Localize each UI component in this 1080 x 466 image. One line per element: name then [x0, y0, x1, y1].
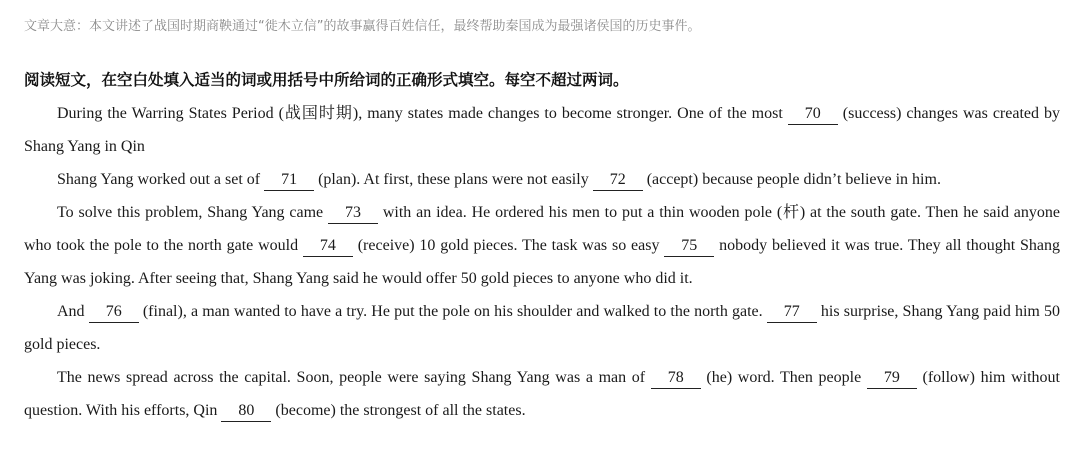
article-summary: 文章大意：本文讲述了战国时期商鞅通过“徙木立信”的故事赢得百姓信任，最终帮助秦国成为最强诸侯国的历史事件。	[24, 19, 701, 34]
passage-text: And	[57, 303, 89, 320]
passage-text: (he) word. Then people	[700, 369, 867, 386]
passage-text: To solve this problem, Shang Yang came	[57, 204, 328, 221]
passage-text: with an idea. He ordered his men to put a thin wooden pole (杆) at the south gate. Then he said anyone who took the pole to the north gate would	[24, 204, 1061, 254]
passage-text: (final), a man wanted to have a try. He put the pole on his shoulder and walked to the north gate.	[138, 303, 767, 320]
passage-paragraph	[24, 361, 1060, 427]
blank-77[interactable]: 77	[767, 302, 817, 323]
passage-paragraph	[24, 163, 1060, 196]
passage-text: During the Warring States Period (战国时期), many states made changes to become stronger. One of the most	[57, 105, 788, 122]
passage-text: (accept) because people didn’t believe in him.	[642, 171, 941, 188]
blank-78[interactable]: 78	[651, 368, 701, 389]
passage-paragraph	[24, 295, 1060, 361]
passage-text: (follow) him without question. With his efforts, Qin	[24, 369, 1061, 419]
blank-75[interactable]: 75	[664, 236, 714, 257]
passage	[24, 97, 1060, 427]
passage-text: Shang Yang worked out a set of	[57, 171, 265, 188]
passage-text: (success) changes was created by Shang Yang in Qin	[24, 105, 1060, 155]
passage-text: (plan). At first, these plans were not easily	[314, 171, 593, 188]
blank-72[interactable]: 72	[593, 170, 643, 191]
blank-80[interactable]: 80	[221, 401, 271, 422]
passage-paragraph	[24, 97, 1060, 163]
passage-text: nobody believed it was true. They all thought Shang Yang was joking. After seeing that, Shang Yang said he would offer 50 gold pieces to anyone who did it.	[24, 237, 1061, 287]
passage-text: The news spread across the capital. Soon, people were saying Shang Yang was a man of	[57, 369, 651, 386]
passage-paragraph	[24, 196, 1060, 295]
passage-text: (receive) 10 gold pieces. The task was so easy	[352, 237, 665, 254]
blank-70[interactable]: 70	[788, 104, 838, 125]
blank-76[interactable]: 76	[89, 302, 139, 323]
exercise-instruction: 阅读短文，在空白处填入适当的词或用括号中所给词的正确形式填空。每空不超过两词。	[24, 71, 629, 89]
blank-74[interactable]: 74	[303, 236, 353, 257]
blank-73[interactable]: 73	[328, 203, 378, 224]
blank-71[interactable]: 71	[264, 170, 314, 191]
blank-79[interactable]: 79	[867, 368, 917, 389]
passage-text: his surprise, Shang Yang paid him 50 gold pieces.	[24, 303, 1061, 353]
passage-text: (become) the strongest of all the states.	[271, 402, 526, 419]
